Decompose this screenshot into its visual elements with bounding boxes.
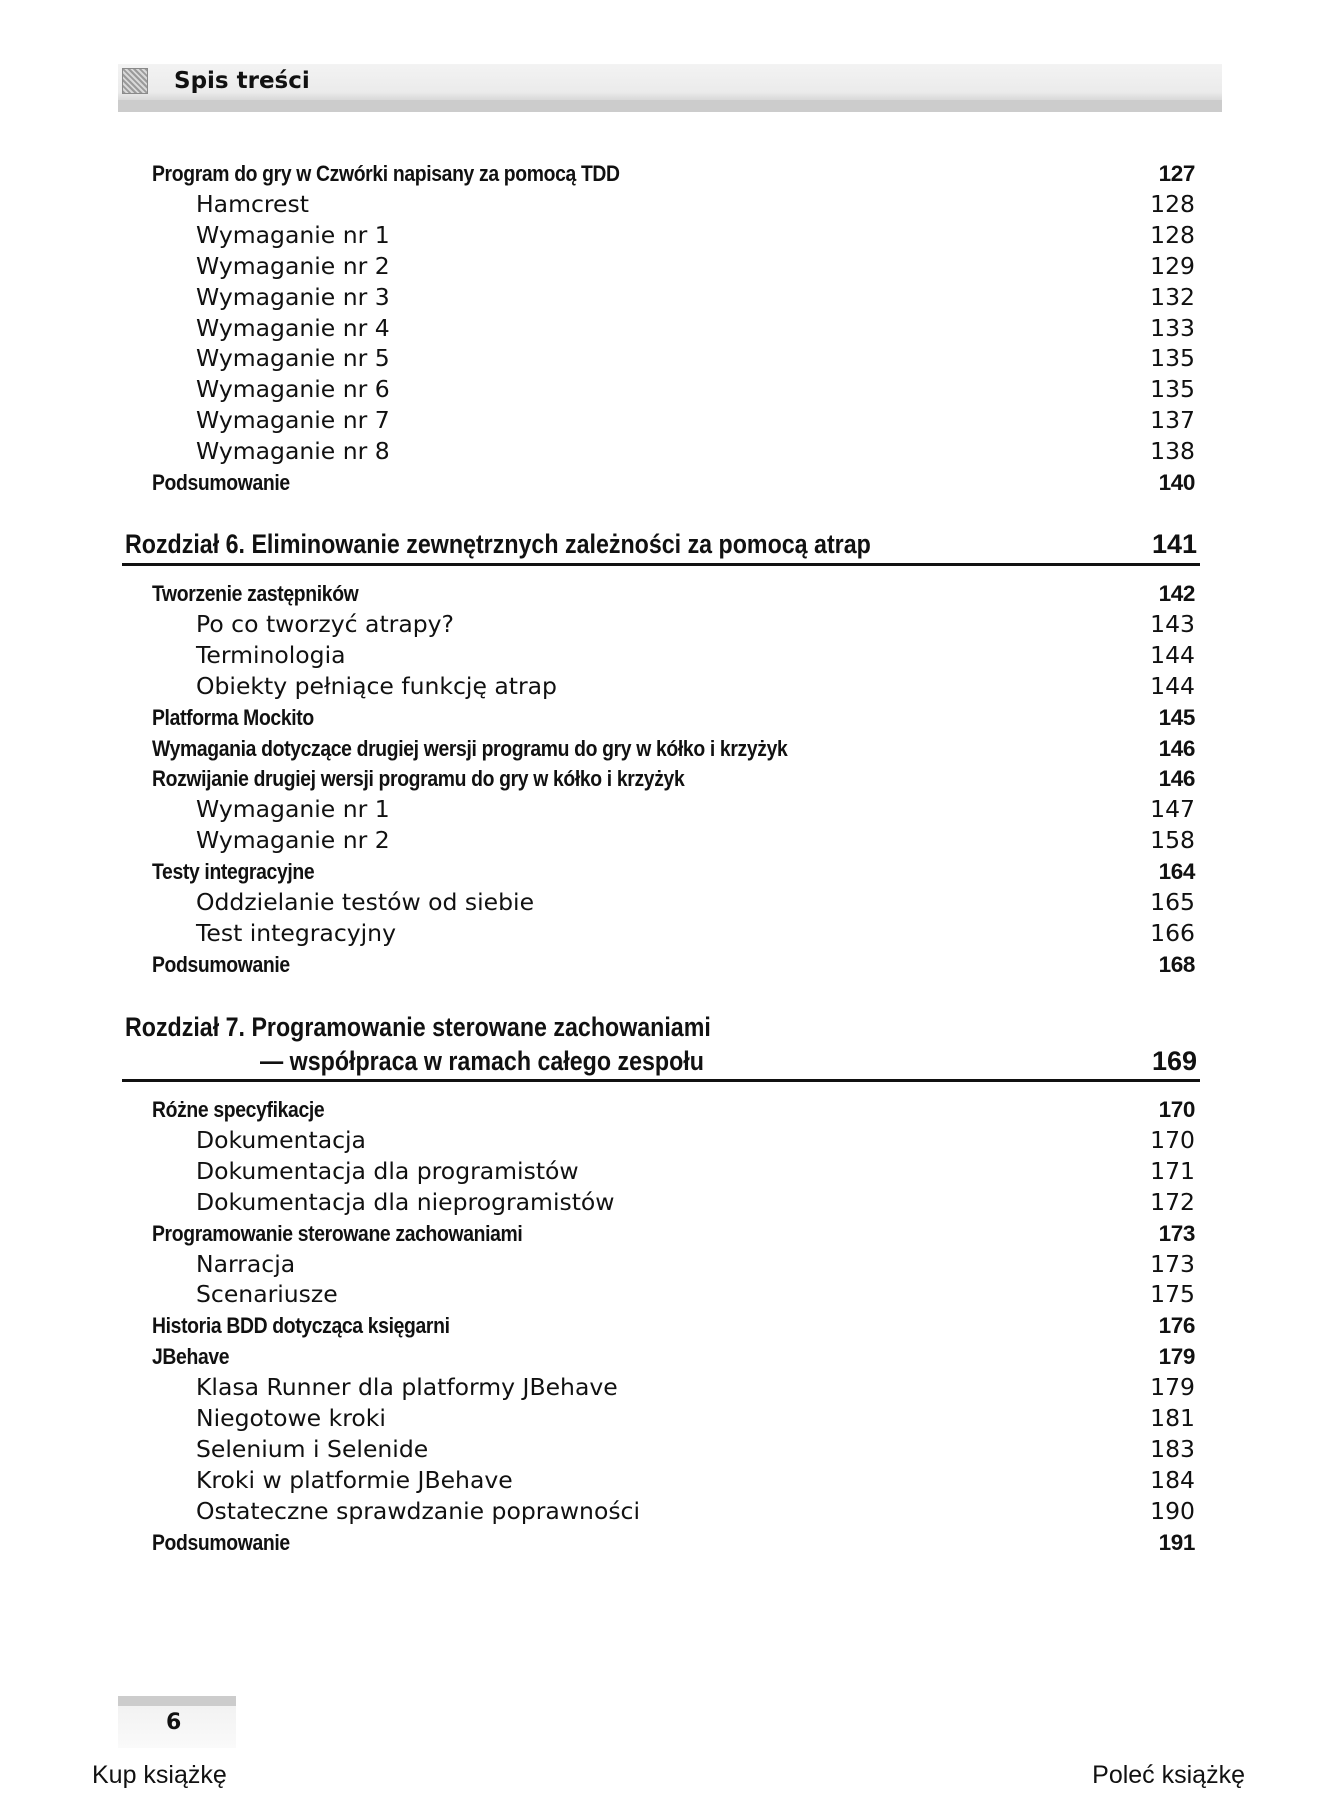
toc-entry[interactable]	[152, 220, 1195, 251]
toc-entry-title: Wymaganie nr 2	[196, 826, 390, 855]
toc-entry-page: 146	[1158, 735, 1195, 761]
toc-entry[interactable]	[152, 918, 1195, 949]
toc-entry[interactable]	[152, 1218, 1195, 1249]
toc-entry-title: Wymaganie nr 1	[196, 220, 390, 249]
toc-entry-title: Scenariusze	[196, 1280, 338, 1309]
toc-entry-title: Wymaganie nr 1	[196, 795, 390, 824]
toc-entry-page: 142	[1158, 581, 1195, 606]
toc-entry-page: 172	[1150, 1187, 1195, 1216]
toc-entry[interactable]	[152, 436, 1195, 467]
toc-entry-page: 128	[1150, 220, 1195, 249]
toc-entry-title: Wymaganie nr 7	[196, 406, 390, 435]
toc-entry[interactable]	[152, 1094, 1195, 1125]
toc-entry[interactable]	[152, 887, 1195, 918]
page-number: 6	[166, 1710, 182, 1735]
toc-entry-page: 135	[1150, 344, 1195, 373]
toc-entry-page: 158	[1150, 826, 1195, 855]
toc-entry[interactable]	[152, 1527, 1195, 1558]
toc-entry-page: 190	[1150, 1496, 1195, 1525]
toc-entry-page: 145	[1158, 704, 1195, 730]
toc-entry[interactable]	[152, 1125, 1195, 1156]
toc-entry-title: Klasa Runner dla platformy JBehave	[196, 1373, 618, 1402]
toc-entry-title: Wymagania dotyczące drugiej wersji programu do gry w kółko i krzyżyk	[152, 735, 788, 761]
toc-entry-page: 170	[1150, 1125, 1195, 1154]
toc-entry-page: 129	[1150, 251, 1195, 280]
toc-entry[interactable]	[152, 343, 1195, 374]
toc-entry[interactable]	[152, 640, 1195, 671]
toc-entry-page: 140	[1158, 470, 1195, 495]
toc-entry[interactable]	[152, 609, 1195, 640]
toc-entry[interactable]	[152, 856, 1195, 887]
toc-entry-title: Podsumowanie	[152, 1529, 290, 1555]
toc-entry-title: Wymaganie nr 2	[196, 251, 390, 280]
toc-entry[interactable]	[152, 467, 1195, 498]
toc-entry-title: Dokumentacja dla programistów	[196, 1156, 579, 1185]
toc-entry-title: Platforma Mockito	[152, 704, 314, 730]
toc-entry-page: 133	[1150, 313, 1195, 342]
toc-entry-page: 164	[1158, 859, 1195, 885]
toc-entry[interactable]	[152, 1187, 1195, 1218]
toc-entry-page: 137	[1150, 406, 1195, 435]
chapter-page: 169	[1151, 1046, 1197, 1076]
toc-entry-title: Podsumowanie	[152, 951, 290, 977]
toc-entry-page: 143	[1150, 609, 1195, 638]
toc-entry-title: Test integracyjny	[196, 918, 396, 947]
toc-entry-page: 170	[1158, 1097, 1195, 1122]
toc-entry-page: 184	[1150, 1465, 1195, 1494]
toc-entry-page: 132	[1150, 282, 1195, 311]
toc-entry-page: 171	[1150, 1156, 1195, 1185]
toc-entry[interactable]	[152, 702, 1195, 733]
toc-entry-title: Wymaganie nr 4	[196, 313, 390, 342]
toc-entry-page: 166	[1150, 918, 1195, 947]
toc-entry[interactable]	[152, 1372, 1195, 1403]
chapter-rule	[122, 563, 1200, 566]
toc-entry[interactable]	[152, 1465, 1195, 1496]
toc-entry-page: 179	[1150, 1373, 1195, 1402]
toc-entry[interactable]	[152, 1403, 1195, 1434]
toc-entry[interactable]	[152, 1310, 1195, 1341]
toc-entry-page: 135	[1150, 375, 1195, 404]
toc-entry-title: Hamcrest	[196, 189, 309, 218]
toc-entry[interactable]	[152, 794, 1195, 825]
footer-rule	[118, 1696, 236, 1706]
toc-entry-page: 128	[1150, 189, 1195, 218]
recommend-book-link[interactable]: Poleć książkę	[1092, 1761, 1245, 1789]
toc-entry-title: Wymaganie nr 6	[196, 375, 390, 404]
toc-entry[interactable]	[152, 405, 1195, 436]
page-header-title: Spis treści	[174, 68, 310, 94]
toc-entry-page: 173	[1158, 1220, 1195, 1246]
toc-entry[interactable]	[152, 189, 1195, 220]
toc-entry-page: 127	[1158, 161, 1195, 186]
toc-entry[interactable]	[152, 1341, 1195, 1372]
toc-entry-title: Historia BDD dotycząca księgarni	[152, 1313, 450, 1339]
toc-entry-page: 138	[1150, 437, 1195, 466]
toc-entry-page: 144	[1150, 671, 1195, 700]
toc-entry-title: JBehave	[152, 1344, 230, 1370]
toc-entry[interactable]	[152, 1496, 1195, 1527]
header-rule	[118, 100, 1222, 112]
toc-entry-title: Program do gry w Czwórki napisany za pomocą TDD	[152, 161, 620, 186]
chapter-rule	[122, 1079, 1200, 1082]
chapter-6-heading	[125, 527, 1197, 561]
toc-entry-page: 165	[1150, 888, 1195, 916]
toc-entry-title: Kroki w platformie JBehave	[196, 1465, 513, 1494]
chapter-7-heading	[125, 1010, 1197, 1078]
toc-entry[interactable]	[152, 733, 1195, 764]
chapter-title-line2: — współpraca w ramach całego zespołu	[260, 1046, 704, 1076]
toc-entry-title: Po co tworzyć atrapy?	[196, 609, 455, 638]
chapter-page: 141	[1151, 529, 1197, 559]
buy-book-link[interactable]: Kup książkę	[92, 1761, 227, 1789]
toc-entry[interactable]	[152, 671, 1195, 702]
toc-entry-title: Programowanie sterowane zachowaniami	[152, 1220, 523, 1246]
toc-entry-title: Wymaganie nr 3	[196, 282, 390, 311]
book-icon	[122, 68, 148, 94]
toc-entry-page: 147	[1150, 795, 1195, 824]
toc-entry-title: Dokumentacja	[196, 1125, 366, 1154]
toc-entry[interactable]	[152, 1434, 1195, 1465]
toc-entry-page: 175	[1150, 1280, 1195, 1309]
toc-entry-title: Selenium i Selenide	[196, 1434, 429, 1463]
toc-entry-title: Podsumowanie	[152, 470, 290, 495]
toc-entry-title: Narracja	[196, 1249, 296, 1278]
toc-entry[interactable]	[152, 158, 1195, 189]
toc-entry[interactable]	[152, 763, 1195, 794]
toc-entry-page: 181	[1150, 1404, 1195, 1432]
toc-entry-title: Wymaganie nr 5	[196, 344, 390, 373]
toc-entry-title: Rozwijanie drugiej wersji programu do gry w kółko i krzyżyk	[152, 766, 685, 792]
toc-entry-page: 173	[1150, 1249, 1195, 1278]
toc-entry-title: Niegotowe kroki	[196, 1404, 386, 1432]
toc-entry-title: Ostateczne sprawdzanie poprawności	[196, 1496, 641, 1525]
toc-entry-title: Obiekty pełniące funkcję atrap	[196, 671, 557, 700]
toc-entry-page: 183	[1150, 1434, 1195, 1463]
chapter-title-line1: Rozdział 7. Programowanie sterowane zachowaniami	[125, 1012, 711, 1042]
toc-entry[interactable]	[152, 374, 1195, 405]
toc-entry-title: Testy integracyjne	[152, 859, 315, 885]
toc-entry[interactable]	[152, 313, 1195, 344]
toc-entry[interactable]	[152, 578, 1195, 609]
toc-entry[interactable]	[152, 1156, 1195, 1187]
toc-entry[interactable]	[152, 825, 1195, 856]
toc-entry-title: Różne specyfikacje	[152, 1097, 325, 1122]
chapter-title: Rozdział 6. Eliminowanie zewnętrznych zależności za pomocą atrap	[125, 529, 871, 559]
toc-entry-title: Dokumentacja dla nieprogramistów	[196, 1187, 615, 1216]
toc-entry[interactable]	[152, 282, 1195, 313]
toc-entry[interactable]	[152, 251, 1195, 282]
toc-entry-page: 168	[1158, 951, 1195, 977]
toc-entry-title: Tworzenie zastępników	[152, 581, 359, 606]
toc-entry-page: 191	[1158, 1529, 1195, 1555]
toc-entry-page: 144	[1150, 640, 1195, 669]
toc-entry-title: Oddzielanie testów od siebie	[196, 888, 535, 916]
toc-entry-page: 176	[1158, 1313, 1195, 1339]
toc-entry-title: Wymaganie nr 8	[196, 437, 390, 466]
toc-entry-page: 179	[1158, 1344, 1195, 1370]
toc-entry-page: 146	[1158, 766, 1195, 792]
toc-entry[interactable]	[152, 1249, 1195, 1280]
toc-entry[interactable]	[152, 1279, 1195, 1310]
toc-entry-title: Terminologia	[196, 640, 346, 669]
toc-entry[interactable]	[152, 949, 1195, 980]
